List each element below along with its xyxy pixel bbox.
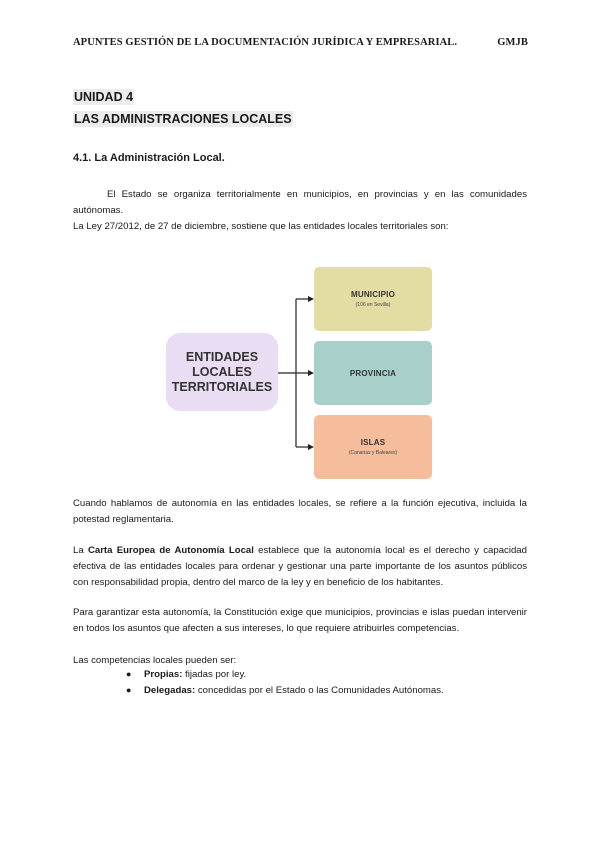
node-title: ISLAS bbox=[360, 438, 386, 447]
list-item: ● Delegadas: concedidas por el Estado o las Comunidades Autónomas. bbox=[118, 683, 444, 699]
diagram-node-municipio bbox=[314, 267, 432, 331]
paragraph-competencias: Las competencias locales pueden ser: bbox=[73, 655, 237, 666]
node-subtitle: (106 en Sevilla) bbox=[355, 302, 391, 308]
node-title: PROVINCIA bbox=[349, 368, 397, 378]
paragraph-autonomia: Cuando hablamos de autonomía en las entidades locales, se refiere a la función ejecutiva, incluida la potestad reglamentaria. bbox=[73, 498, 527, 525]
bullet-icon: ● bbox=[126, 669, 132, 679]
list-item: ● Propias: fijadas por ley. bbox=[118, 667, 444, 683]
unit-number: UNIDAD 4 bbox=[74, 90, 134, 104]
diagram-root-node: ENTIDADES LOCALES TERRITORIALES bbox=[166, 333, 278, 411]
page-header bbox=[73, 37, 528, 48]
paragraph-carta-europea: La Carta Europea de Autonomía Local establece que la autonomía local es el derecho y capacidad efectiva de las entidades locales para ordenar y gestionar una parte importante de los asuntos públicos con responsabilidad propia, dentro del marco de la ley y en beneficio de los habitantes. bbox=[73, 545, 527, 588]
node-title: MUNICIPIO bbox=[350, 290, 396, 299]
diagram-node-islas bbox=[314, 415, 432, 479]
paragraph-constitucion: Para garantizar esta autonomía, la Constitución exige que municipios, provincias e islas puedan intervenir en todos los asuntos que afecten a sus intereses, lo que requiere atribuirles competencias. bbox=[73, 607, 527, 634]
section-title: 4.1. La Administración Local. bbox=[73, 152, 225, 164]
intro-paragraph-1: El Estado se organiza territorialmente en municipios, en provincias y en las comunidades autónomas. bbox=[73, 189, 527, 216]
node-subtitle: (Canarias y Baleares) bbox=[348, 450, 398, 456]
header-author: GMJB bbox=[497, 37, 528, 48]
header-title: APUNTES GESTIÓN DE LA DOCUMENTACIÓN JURÍDICA Y EMPRESARIAL. bbox=[73, 37, 458, 48]
bullet-icon: ● bbox=[126, 684, 132, 695]
competencias-list bbox=[118, 667, 444, 698]
diagram-node-provincia bbox=[314, 341, 432, 405]
unit-title: LAS ADMINISTRACIONES LOCALES bbox=[74, 112, 292, 126]
carta-europea-term: Carta Europea de Autonomía Local bbox=[87, 545, 254, 556]
intro-paragraph-2: La Ley 27/2012, de 27 de diciembre, sostiene que las entidades locales territoriales son: bbox=[73, 221, 449, 232]
